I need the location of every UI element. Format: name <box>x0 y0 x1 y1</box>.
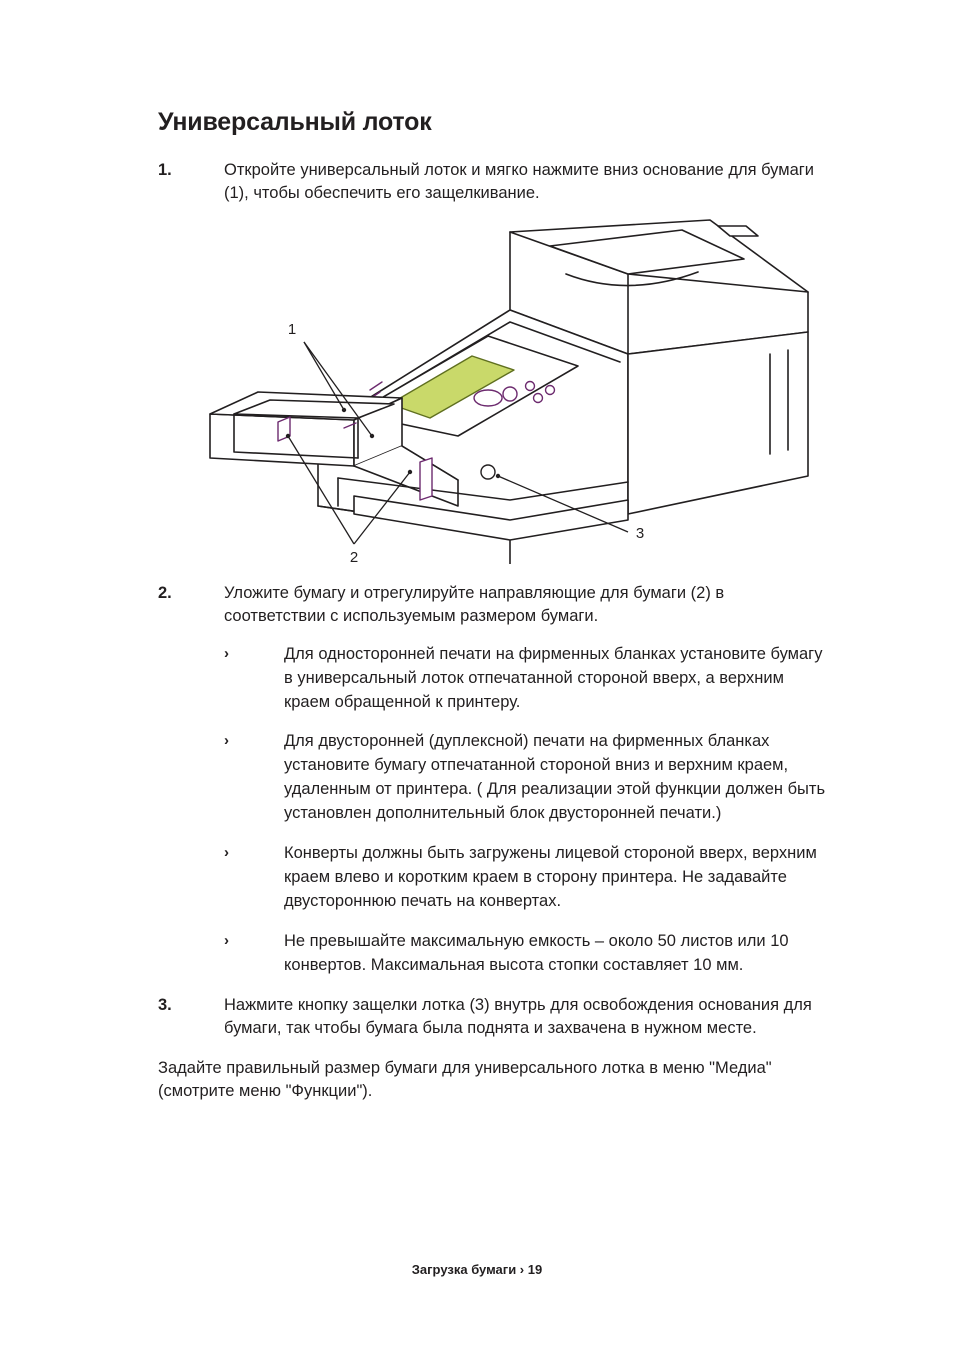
bullet-text: Не превышайте максимальную емкость – около 50 листов или 10 конвертов. Максимальная высота стопки составляет 10 мм. <box>284 931 789 974</box>
page-title: Универсальный лоток <box>158 108 432 136</box>
callout-label-1: 1 <box>287 320 297 338</box>
list-item <box>158 930 828 978</box>
callout-label-3: 3 <box>635 524 645 542</box>
bullet-marker-icon: › <box>224 732 229 750</box>
step-1-text: Откройте универсальный лоток и мягко нажмите вниз основание для бумаги (1), чтобы обеспечить его защелкивание. <box>224 161 814 203</box>
page-content <box>158 108 828 1103</box>
step-2 <box>158 582 828 629</box>
step-3 <box>158 994 828 1041</box>
bullet-text: Для односторонней печати на фирменных бланках установите бумагу в универсальный лоток отпечатанной стороной вверх, а верхним краем обращенной к принтеру. <box>284 644 823 711</box>
bullet-list <box>158 643 828 978</box>
bullet-marker-icon: › <box>224 644 229 662</box>
page-footer: Загрузка бумаги › 19 <box>411 1262 543 1277</box>
bullet-text: Конверты должны быть загружены лицевой стороной вверх, верхним краем влево и коротким краем в сторону принтера. Не задавайте двустороннюю печать на конвертах. <box>284 844 817 910</box>
step-2-number: 2. <box>158 583 172 602</box>
step-2-text: Уложите бумагу и отрегулируйте направляющие для бумаги (2) в соответствии с используемым размером бумаги. <box>224 583 725 626</box>
step-1 <box>158 159 828 206</box>
bullet-marker-icon: › <box>224 844 229 862</box>
bullet-marker-icon: › <box>224 931 229 949</box>
step-3-text: Нажмите кнопку защелки лотка (3) внутрь для освобождения основания для бумаги, так чтобы бумага была поднята и захвачена в нужном месте. <box>224 995 812 1038</box>
list-item <box>158 730 828 826</box>
list-item <box>158 842 828 914</box>
step-1-number: 1. <box>158 161 172 179</box>
printer-multipurpose-tray-diagram <box>158 214 828 564</box>
bullet-text: Для двусторонней (дуплексной) печати на фирменных бланках установите бумагу отпечатанной стороной вниз и верхним краем, удаленным от принтера. ( Для реализации этой функции должен быть установлен дополнительный блок двусторонней печати.) <box>284 732 826 823</box>
list-item <box>158 643 828 715</box>
step-3-number: 3. <box>158 995 172 1014</box>
callout-label-2: 2 <box>349 548 359 564</box>
closing-paragraph: Задайте правильный размер бумаги для универсального лотка в меню "Медиа" (смотрите меню "Функции"). <box>158 1058 772 1101</box>
